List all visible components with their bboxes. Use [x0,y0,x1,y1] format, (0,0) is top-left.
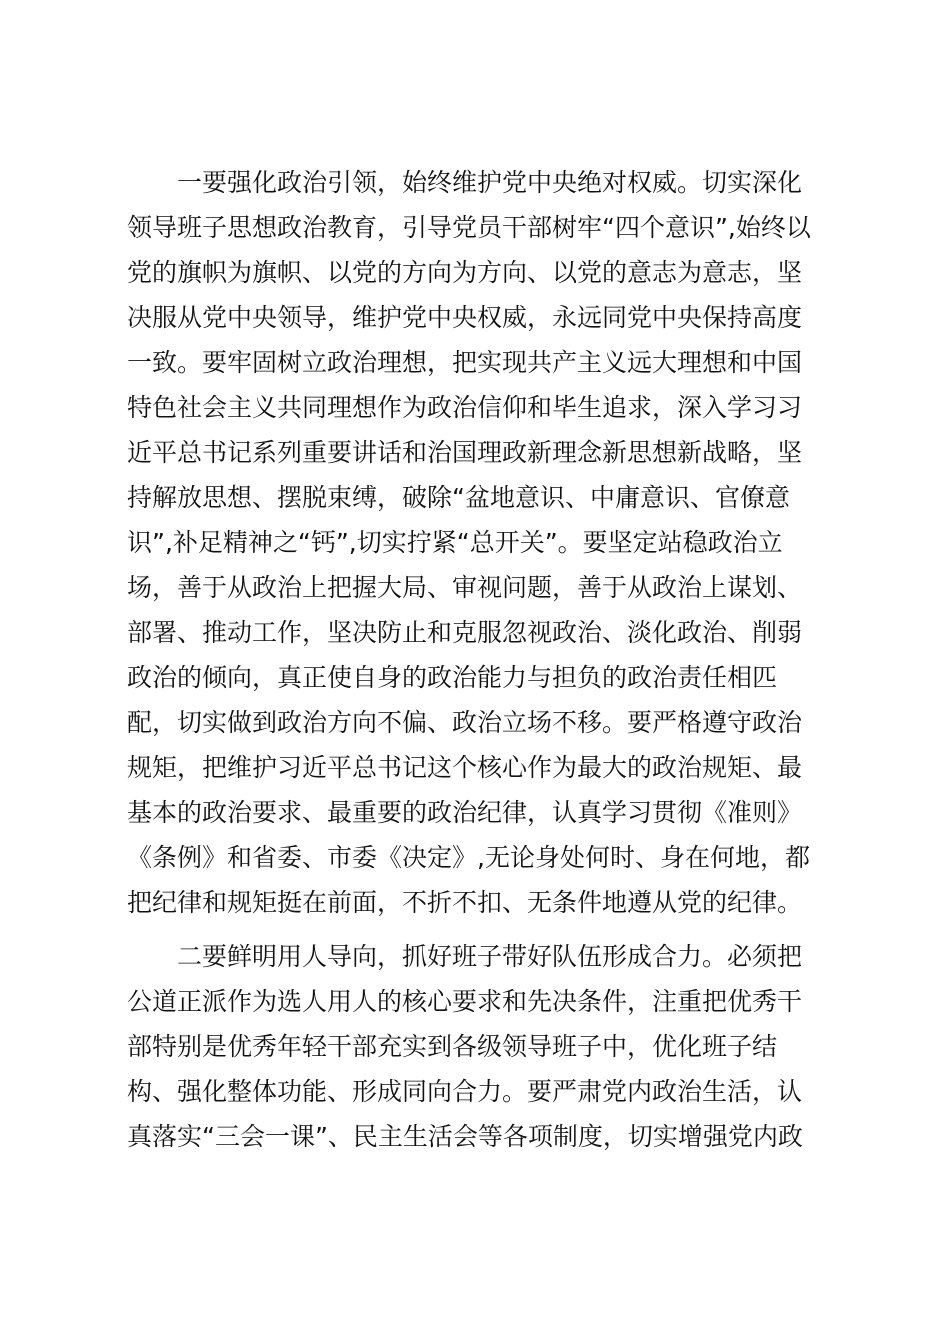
paragraph-line: 政治的倾向，真正使自身的政治能力与担负的政治责任相匹 [127,663,778,692]
paragraph-line: 把纪律和规矩挺在前面，不折不扣、无条件地遵从党的纪律。 [127,888,803,917]
paragraph-line: 识”,补足精神之“钙”,切实拧紧“总开关”。要坚定站稳政治立 [127,528,783,557]
paragraph-line: 公道正派作为选人用人的核心要求和先决条件，注重把优秀干 [127,987,803,1016]
paragraph-line: 基本的政治要求、最重要的政治纪律，认真学习贯彻《准则》 [127,798,803,827]
paragraph-line: 真落实“三会一课”、民主生活会等各项制度，切实增强党内政 [127,1122,803,1151]
paragraph-line: 一致。要牢固树立政治理想，把实现共产主义远大理想和中国 [127,348,803,377]
paragraph-line: 决服从党中央领导，维护党中央权威，永远同党中央保持高度 [127,303,803,332]
paragraph-2 [127,934,827,1159]
paragraph-line: 近平总书记系列重要讲话和治国理政新理念新思想新战略，坚 [127,438,803,467]
paragraph-line: 党的旗帜为旗帜、以党的方向为方向、以党的意志为意志，坚 [127,258,803,287]
paragraph-line: 规矩，把维护习近平总书记这个核心作为最大的政治规矩、最 [127,753,803,782]
paragraph-line: 场，善于从政治上把握大局、审视问题，善于从政治上谋划、 [127,573,803,602]
paragraph-1 [127,160,827,925]
paragraph-line: 持解放思想、摆脱束缚，破除“盆地意识、中庸意识、官僚意 [127,483,790,512]
paragraph-line: 部署、推动工作，坚决防止和克服忽视政治、淡化政治、削弱 [127,618,803,647]
paragraph-line: 特色社会主义共同理想作为政治信仰和毕生追求，深入学习习 [127,393,803,422]
paragraph-line: 部特别是优秀年轻干部充实到各级领导班子中，优化班子结 [127,1032,778,1061]
paragraph-line: 领导班子思想政治教育，引导党员干部树牢“四个意识”,始终以 [127,213,811,242]
paragraph-line: 构、强化整体功能、形成同向合力。要严肃党内政治生活，认 [127,1077,803,1106]
paragraph-line: 二要鲜明用人导向，抓好班子带好队伍形成合力。必须把 [177,942,803,971]
paragraph-line: 一要强化政治引领，始终维护党中央绝对权威。切实深化 [177,168,803,197]
paragraph-line: 《条例》和省委、市委《决定》,无论身处何时、身在何地，都 [127,843,810,872]
paragraph-line: 配，切实做到政治方向不偏、政治立场不移。要严格遵守政治 [127,708,803,737]
